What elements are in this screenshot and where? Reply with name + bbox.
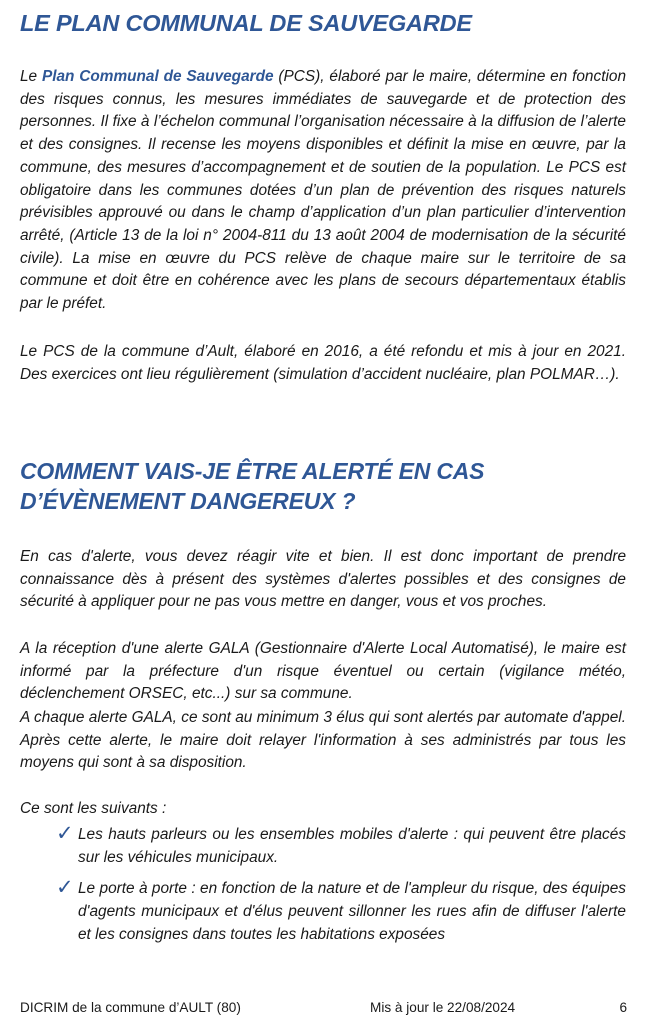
alert-paragraph-2: A la réception d'une alerte GALA (Gestionnaire d'Alerte Local Automatisé), le maire est informé par la préfecture d'un risque éventuel ou certain (vigilance météo, déclenchement ORSEC, etc...) sur sa commune. xyxy=(20,640,626,703)
page-footer xyxy=(20,1000,627,1020)
footer-page-number: 6 xyxy=(619,1000,627,1015)
section-title-alert: COMMENT VAIS-JE ÊTRE ALERTÉ EN CAS D’ÉVÈNEMENT DANGEREUX ? xyxy=(20,458,485,514)
alert-paragraph-3: A chaque alerte GALA, ce sont au minimum 3 élus qui sont alertés par automate d'appel. Après cette alerte, le maire doit relayer l'information à ses administrés par tous les moyens qui sont à sa disposition. xyxy=(20,709,626,772)
checkmark-icon: ✓ xyxy=(56,821,74,845)
footer-update-date: Mis à jour le 22/08/2024 xyxy=(370,1000,516,1015)
list-item xyxy=(56,875,626,946)
footer-document-title: DICRIM de la commune d’AULT (80) xyxy=(20,1000,241,1015)
pcs-paragraph-2: Le PCS de la commune d’Ault, élaboré en 2016, a été refondu et mis à jour en 2021. Des exercices ont lieu régulièrement (simulation d’accident nucléaire, plan POLMAR…). xyxy=(20,343,626,383)
section-title-pcs: LE PLAN COMMUNAL DE SAUVEGARDE xyxy=(20,10,472,36)
pcs-paragraph-1-text: (PCS), élaboré par le maire, détermine en fonction des risques connus, les mesures immédiates de sauvegarde et de protection des personnes. Il fixe à l’échelon communal l’organisation nécessaire à la diffusion de l’alerte et des consignes. Il recense les moyens disponibles et définit la mise en œuvre, par la commune, des mesures d’accompagnement et de soutien de la population. Le PCS est obligatoire dans les communes dotées d’un plan de prévention des risques naturels prévisibles approuvé ou dans le champ d’application d’un plan particulier d’intervention arrêté, (Article 13 de la loi n° 2004-811 du 13 août 2004 de modernisation de la sécurité civile). La mise en œuvre du PCS relève de chaque maire sur le territoire de sa commune et doit être en cohérence avec les plans de secours départementaux établis par le préfet. xyxy=(20,68,627,313)
list-item xyxy=(56,821,626,869)
list-item-text: Le porte à porte : en fonction de la nature et de l'ampleur du risque, des équipes d'agents municipaux et d'élus peuvent sillonner les rues afin de diffuser l'alerte et les consignes dans toutes les habitations exposées xyxy=(78,880,626,943)
alert-paragraph-1: En cas d'alerte, vous devez réagir vite et bien. Il est donc important de prendre connaissance dès à présent des systèmes d'alertes possibles et des consignes de sécurité à appliquer pour ne pas vous mettre en danger, vous et vos proches. xyxy=(20,548,626,611)
list-intro: Ce sont les suivants : xyxy=(20,800,167,817)
list-item-text: Les hauts parleurs ou les ensembles mobiles d'alerte : qui peuvent être placés sur les véhicules municipaux. xyxy=(78,826,626,866)
checkmark-icon: ✓ xyxy=(56,875,74,900)
alert-means-list xyxy=(56,821,626,956)
pcs-paragraph-1-prefix: Le xyxy=(20,68,42,85)
pcs-paragraph-1 xyxy=(20,66,626,316)
pcs-highlight: Plan Communal de Sauvegarde xyxy=(41,68,274,85)
